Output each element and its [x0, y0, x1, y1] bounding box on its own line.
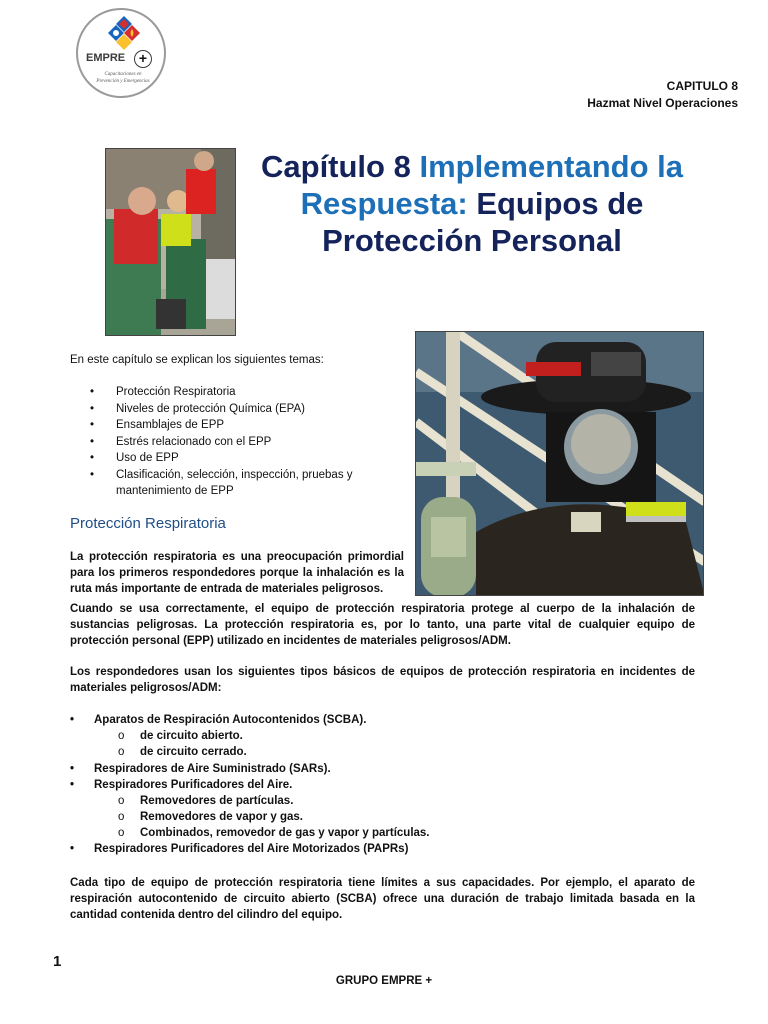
list-item: o de circuito abierto. [118, 728, 243, 744]
section-heading: Protección Respiratoria [70, 515, 226, 532]
header-chapter: CAPITULO 8 [666, 79, 738, 93]
chapter-title [252, 148, 692, 259]
logo-tagline: Prevención y Emergencias [96, 79, 150, 84]
list-item: o de circuito cerrado. [118, 744, 247, 760]
topics-list [70, 384, 380, 500]
firefighter-photo [415, 331, 704, 596]
paragraph: Los respondedores usan los siguientes tipos básicos de equipos de protección respiratoria en incidentes de materiales peligrosos/ADM: [70, 666, 695, 694]
paragraph: Cuando se usa correctamente, el equipo de protección respiratoria protege al cuerpo de la inhalación de sustancias peligrosas. La protección respiratoria es, por lo tanto, una parte vital de cualquier equipo de protección personal (EPP) utilizado en incidentes de materiales peligrosos/ADM. [70, 603, 695, 647]
list-item: • Clasificación, selección, inspección, pruebas y mantenimiento de EPP [70, 467, 380, 500]
decontamination-photo [105, 148, 236, 336]
logo-tagline: Capacitaciones en [104, 72, 142, 77]
list-item: • Respiradores Purificadores del Aire. [70, 777, 292, 793]
plus-icon: + [134, 50, 152, 68]
list-item: o Removedores de vapor y gas. [118, 809, 303, 825]
logo-brand: EMPRE [86, 52, 126, 64]
list-item: • Estrés relacionado con el EPP [70, 434, 380, 451]
list-item: • Ensamblajes de EPP [70, 417, 380, 434]
company-logo [76, 8, 166, 98]
intro-text: En este capítulo se explican los siguientes temas: [70, 354, 324, 366]
footer: GRUPO EMPRE + [335, 975, 433, 987]
paragraph: La protección respiratoria es una preocupación primordial para los primeros respondedores porque la inhalación es la ruta más importante de entrada de materiales peligrosos. [70, 551, 404, 595]
list-item: • Respiradores de Aire Suministrado (SARs). [70, 761, 331, 777]
paragraph: Cada tipo de equipo de protección respiratoria tiene límites a sus capacidades. Por ejemplo, el aparato de respiración autocontenido de circuito abierto (SCBA) ofrece una duración de trabajo limitada basada en la cantidad contenida dentro del cilindro del equipo. [70, 877, 695, 921]
title-part-1: Capítulo 8 [261, 149, 420, 184]
list-item: • Aparatos de Respiración Autocontenidos (SCBA). [70, 712, 366, 728]
page-number: 1 [53, 953, 62, 970]
list-item: • Protección Respiratoria [70, 384, 380, 401]
list-item: • Uso de EPP [70, 450, 380, 467]
header-subtitle: Hazmat Nivel Operaciones [587, 96, 738, 110]
list-item: o Removedores de partículas. [118, 793, 293, 809]
title-part-2: Implementando la Respuesta: [300, 149, 683, 221]
title-part-3: Equipos de Protección Personal [322, 186, 644, 258]
list-item: o Combinados, removedor de gas y vapor y partículas. [118, 825, 430, 841]
list-item: • Niveles de protección Química (EPA) [70, 401, 380, 418]
list-item: • Respiradores Purificadores del Aire Motorizados (PAPRs) [70, 841, 408, 857]
